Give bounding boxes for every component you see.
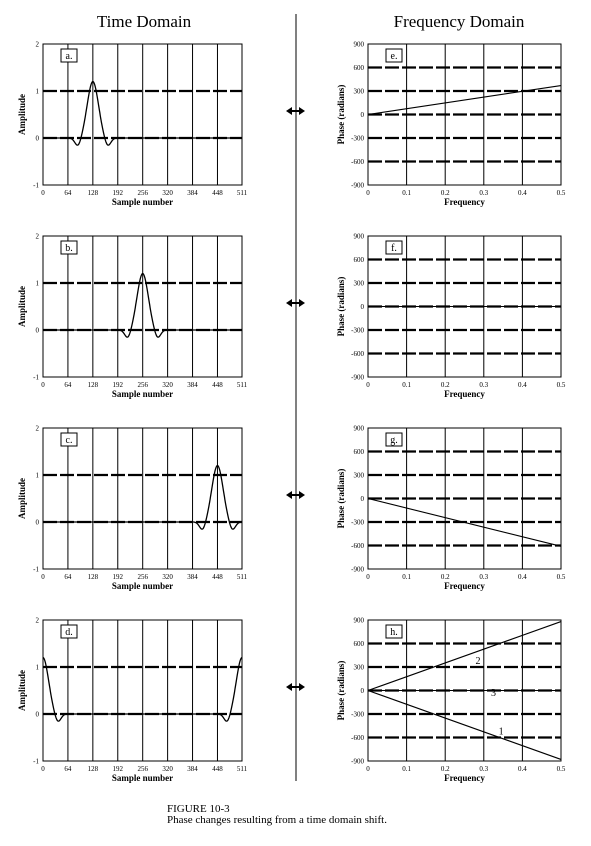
y-axis-label: Amplitude <box>17 93 27 136</box>
x-tick-label: 0.2 <box>440 381 450 389</box>
x-axis-label: Sample number <box>111 773 174 783</box>
y-tick-label: 900 <box>353 40 364 49</box>
y-tick-label: -900 <box>351 565 364 574</box>
series-line <box>368 86 561 115</box>
panel-label-text: a. <box>65 51 73 62</box>
x-tick-label: 0.1 <box>402 189 411 197</box>
y-tick-label: -1 <box>33 373 39 382</box>
x-tick-label: 256 <box>137 189 148 197</box>
x-tick-label: 0.1 <box>402 765 411 773</box>
x-tick-label: 448 <box>212 573 223 581</box>
series-label: 3 <box>490 687 496 699</box>
x-tick-label: 320 <box>162 765 173 773</box>
y-tick-label: 300 <box>353 471 364 480</box>
y-tick-label: 0 <box>35 710 39 719</box>
x-tick-label: 511 <box>236 573 248 581</box>
x-tick-label: 384 <box>187 381 198 389</box>
x-tick-label: 0.3 <box>479 189 489 197</box>
x-axis-label: Frequency <box>444 581 485 591</box>
y-tick-label: 600 <box>353 64 364 72</box>
y-axis-label: Amplitude <box>17 285 27 328</box>
chart-panel-c <box>17 425 248 592</box>
panel-label-text: c. <box>65 435 73 446</box>
x-tick-label: 511 <box>236 189 248 197</box>
x-tick-label: 0 <box>366 765 370 773</box>
x-tick-label: 448 <box>212 765 223 773</box>
series-label: 2 <box>475 655 481 667</box>
x-tick-label: 0.3 <box>479 381 489 389</box>
x-tick-label: 0.5 <box>556 573 566 581</box>
y-axis-label: Phase (radians) <box>336 276 346 337</box>
x-tick-label: 0.3 <box>479 573 489 581</box>
x-tick-label: 0.2 <box>440 573 450 581</box>
x-axis-label: Sample number <box>111 581 174 591</box>
x-tick-label: 0 <box>366 573 370 581</box>
x-tick-label: 128 <box>87 765 99 773</box>
x-tick-label: 192 <box>112 381 124 389</box>
y-tick-label: 600 <box>353 448 364 456</box>
y-tick-label: 1 <box>35 663 39 672</box>
x-tick-label: 0 <box>366 189 370 197</box>
x-tick-label: 0.2 <box>440 765 450 773</box>
y-axis-label: Phase (radians) <box>336 660 346 721</box>
x-tick-label: 0.2 <box>440 189 450 197</box>
y-tick-label: -900 <box>351 373 364 382</box>
arrow-head-right <box>299 491 305 499</box>
x-tick-label: 0.4 <box>518 189 527 197</box>
y-tick-label: 0 <box>35 134 39 143</box>
panel-label <box>61 625 77 638</box>
x-tick-label: 64 <box>64 189 72 197</box>
chart-panel-a <box>17 41 248 208</box>
chart-panel-b <box>17 233 248 400</box>
x-tick-label: 320 <box>162 381 173 389</box>
chart-panel-h <box>336 617 566 784</box>
x-tick-label: 0.4 <box>518 573 527 581</box>
x-axis-label: Sample number <box>111 197 174 207</box>
y-tick-label: -300 <box>351 518 364 527</box>
x-tick-label: 256 <box>137 765 148 773</box>
x-axis-label: Sample number <box>111 389 174 399</box>
y-tick-label: 900 <box>353 616 364 625</box>
y-tick-label: 300 <box>353 87 364 96</box>
panel-label-text: b. <box>65 243 73 254</box>
arrow-head-left <box>286 299 292 307</box>
y-tick-label: 0 <box>360 495 364 503</box>
y-tick-label: 2 <box>35 424 39 433</box>
x-tick-label: 384 <box>187 765 198 773</box>
y-tick-label: 1 <box>35 87 39 96</box>
x-tick-label: 0.4 <box>518 381 527 389</box>
x-tick-label: 256 <box>137 573 148 581</box>
y-tick-label: -1 <box>33 757 39 766</box>
y-tick-label: 2 <box>35 40 39 49</box>
y-tick-label: 900 <box>353 424 364 433</box>
y-tick-label: 600 <box>353 256 364 264</box>
chart-panel-f <box>336 233 566 400</box>
x-tick-label: 0.5 <box>556 765 566 773</box>
frequency-domain-header: Frequency Domain <box>393 12 525 31</box>
panel-label-text: e. <box>390 51 398 62</box>
x-tick-label: 0 <box>41 189 45 197</box>
chart-panel-d <box>17 617 248 784</box>
x-tick-label: 320 <box>162 573 173 581</box>
panel-label <box>386 241 402 254</box>
x-tick-label: 0.5 <box>556 381 566 389</box>
series-line <box>368 691 561 760</box>
y-tick-label: 2 <box>35 616 39 625</box>
y-tick-label: -600 <box>351 734 364 742</box>
arrow-head-left <box>286 491 292 499</box>
x-tick-label: 511 <box>236 381 248 389</box>
x-tick-label: 64 <box>64 765 72 773</box>
x-tick-label: 128 <box>87 189 99 197</box>
y-axis-label: Phase (radians) <box>336 84 346 145</box>
y-tick-label: 2 <box>35 232 39 241</box>
y-tick-label: -600 <box>351 158 364 166</box>
y-axis-label: Amplitude <box>17 669 27 712</box>
y-axis-label: Phase (radians) <box>336 468 346 529</box>
x-tick-label: 511 <box>236 765 248 773</box>
x-axis-label: Frequency <box>444 197 485 207</box>
y-tick-label: 1 <box>35 471 39 480</box>
x-tick-label: 0.1 <box>402 381 411 389</box>
y-axis-label: Amplitude <box>17 477 27 520</box>
y-tick-label: 0 <box>35 518 39 527</box>
y-tick-label: 0 <box>360 111 364 119</box>
y-tick-label: 600 <box>353 640 364 648</box>
arrow-head-right <box>299 683 305 691</box>
x-tick-label: 0 <box>41 573 45 581</box>
chart-panel-e <box>336 41 566 208</box>
y-tick-label: 900 <box>353 232 364 241</box>
panel-label <box>386 625 402 638</box>
y-tick-label: -600 <box>351 542 364 550</box>
x-tick-label: 192 <box>112 765 124 773</box>
panel-label <box>386 49 402 62</box>
y-tick-label: -300 <box>351 134 364 143</box>
x-tick-label: 192 <box>112 573 124 581</box>
y-tick-label: -300 <box>351 710 364 719</box>
y-tick-label: 0 <box>35 326 39 335</box>
panel-label-text: h. <box>390 627 398 638</box>
y-tick-label: -600 <box>351 350 364 358</box>
panel-label-text: g. <box>390 435 398 446</box>
x-tick-label: 0 <box>366 381 370 389</box>
y-tick-label: -300 <box>351 326 364 335</box>
panel-label <box>386 433 402 446</box>
figure-caption-label: FIGURE 10-3 <box>167 803 230 815</box>
y-tick-label: 1 <box>35 279 39 288</box>
x-tick-label: 0 <box>41 765 45 773</box>
x-axis-label: Frequency <box>444 773 485 783</box>
x-tick-label: 64 <box>64 381 72 389</box>
series-label: 1 <box>498 726 504 738</box>
x-tick-label: 0 <box>41 381 45 389</box>
x-tick-label: 448 <box>212 189 223 197</box>
arrow-head-left <box>286 683 292 691</box>
panel-label <box>61 433 77 446</box>
x-tick-label: 384 <box>187 189 198 197</box>
x-tick-label: 0.3 <box>479 765 489 773</box>
figure-caption-text: Phase changes resulting from a time domain shift. <box>167 814 387 826</box>
y-tick-label: 0 <box>360 687 364 695</box>
arrow-head-left <box>286 107 292 115</box>
x-tick-label: 320 <box>162 189 173 197</box>
x-tick-label: 0.5 <box>556 189 566 197</box>
x-tick-label: 128 <box>87 573 99 581</box>
chart-panel-g <box>336 425 566 592</box>
figure-caption <box>167 804 387 826</box>
y-tick-label: 300 <box>353 279 364 288</box>
x-axis-label: Frequency <box>444 389 485 399</box>
panel-label <box>61 49 77 62</box>
y-tick-label: -1 <box>33 181 39 190</box>
charts-layer <box>17 41 566 784</box>
x-tick-label: 128 <box>87 381 99 389</box>
y-tick-label: 0 <box>360 303 364 311</box>
x-tick-label: 384 <box>187 573 198 581</box>
y-tick-label: -900 <box>351 181 364 190</box>
y-tick-label: -1 <box>33 565 39 574</box>
x-tick-label: 256 <box>137 381 148 389</box>
y-tick-label: 300 <box>353 663 364 672</box>
arrow-head-right <box>299 107 305 115</box>
x-tick-label: 192 <box>112 189 124 197</box>
y-tick-label: -900 <box>351 757 364 766</box>
x-tick-label: 0.1 <box>402 573 411 581</box>
panel-label-text: d. <box>65 627 73 638</box>
x-tick-label: 448 <box>212 381 223 389</box>
x-tick-label: 0.4 <box>518 765 527 773</box>
time-domain-header: Time Domain <box>96 12 192 31</box>
panel-label <box>61 241 77 254</box>
arrow-head-right <box>299 299 305 307</box>
x-tick-label: 64 <box>64 573 72 581</box>
panel-label-text: f. <box>391 243 397 254</box>
